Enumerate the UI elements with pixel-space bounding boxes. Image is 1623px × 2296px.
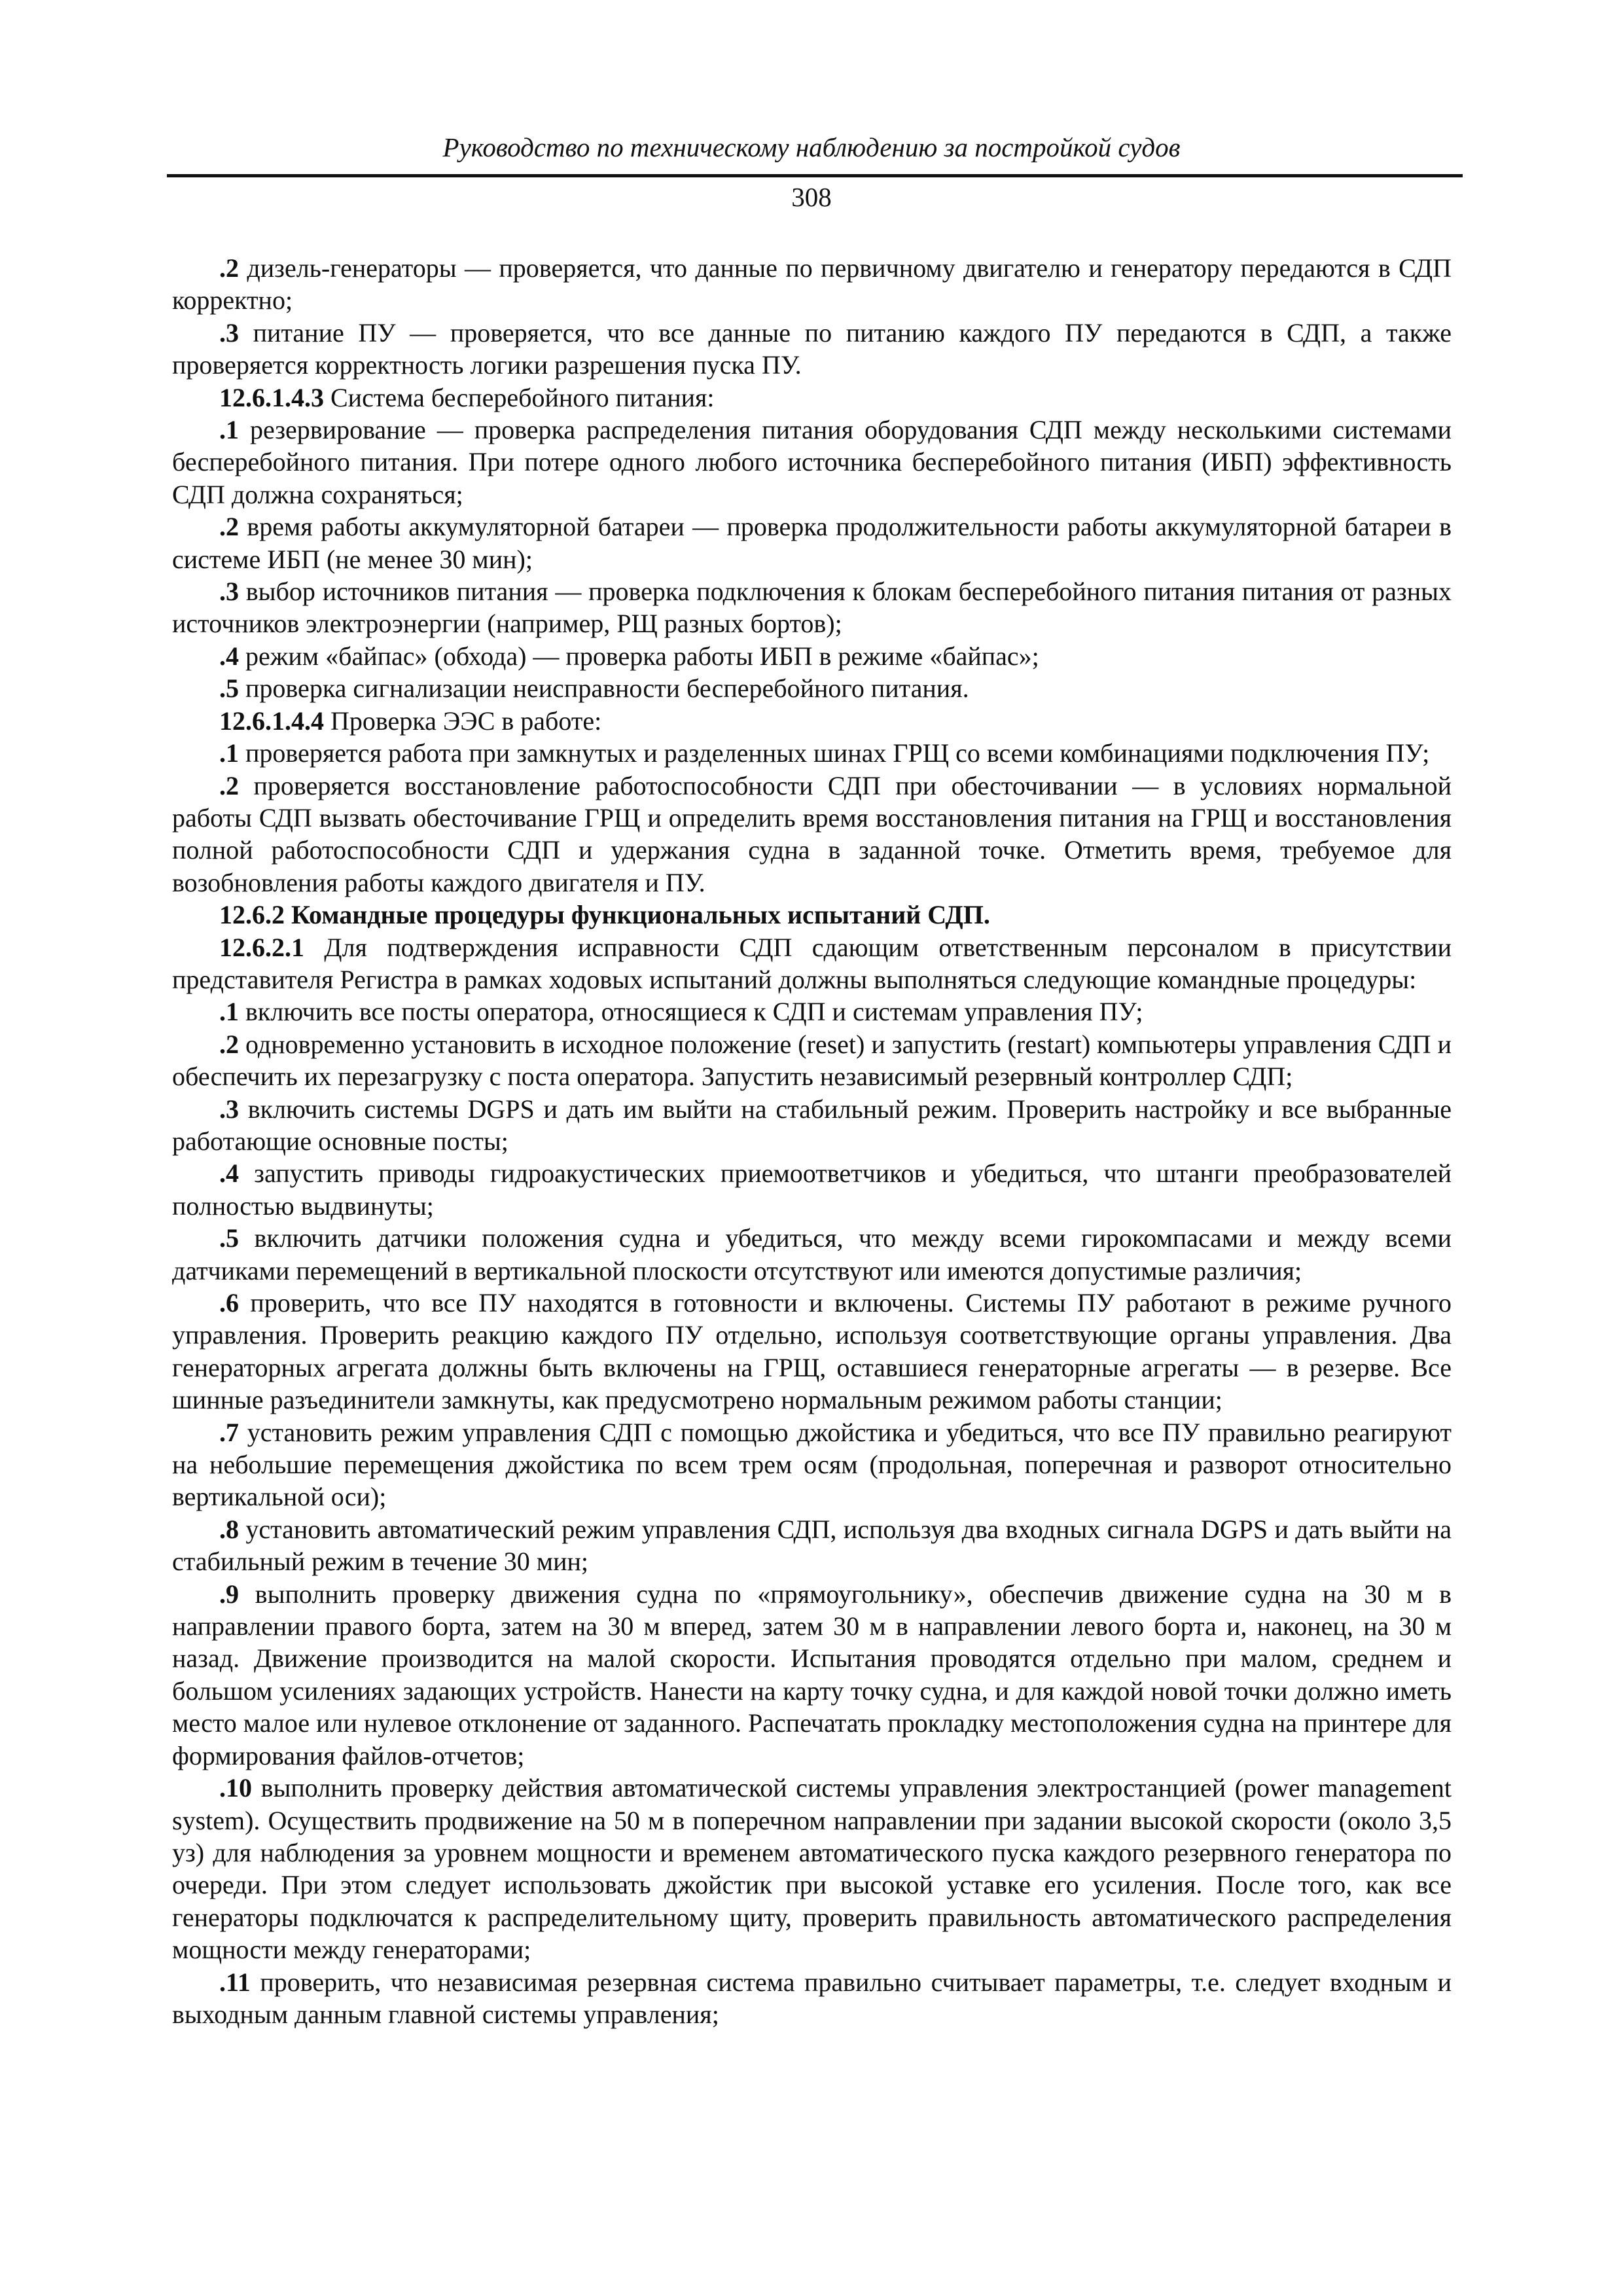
paragraph	[172, 931, 1452, 996]
paragraph-text: Проверка ЭЭС в работе:	[324, 706, 602, 736]
paragraph	[172, 1157, 1452, 1222]
paragraph-text: проверяется восстановление работоспособности СДП при обесточивании — в условиях нормальной работы СДП вызвать обесточивание ГРЩ и определить время восстановления питания на ГРЩ и восстановления полной работоспособности СДП и удержания судна в заданной точке. Отметить время, требуемое для возобновления работы каждого двигателя и ПУ.	[172, 770, 1452, 897]
paragraph-text: включить все посты оператора, относящиеся к СДП и системам управления ПУ;	[239, 997, 1143, 1027]
paragraph-text: проверить, что все ПУ находятся в готовности и включены. Системы ПУ работают в режиме ручного управления. Проверить реакцию каждого ПУ отдельно, используя соответствующие органы управления. Два генераторных агрегата должны быть включены на ГРЩ, оставшиеся генераторные агрегаты — в резерве. Все шинные разъединители замкнуты, как предусмотрено нормальным режимом работы станции;	[172, 1288, 1452, 1415]
item-number: .5	[219, 1223, 239, 1253]
item-number: .1	[219, 997, 239, 1027]
paragraph	[172, 1513, 1452, 1578]
page-number: 308	[791, 182, 832, 212]
item-number: .3	[219, 317, 239, 348]
paragraph	[172, 575, 1452, 640]
paragraph-text: время работы аккумуляторной батареи — проверка продолжительности работы аккумуляторной батареи в системе ИБП (не менее 30 мин);	[172, 512, 1452, 574]
paragraph-text: питание ПУ — проверяется, что все данные по питанию каждого ПУ передаются в СДП, а также проверяется корректность логики разрешения пуска ПУ.	[172, 317, 1452, 380]
running-title: Руководство по техническому наблюдению за постройкой судов	[442, 132, 1181, 162]
paragraph-text: выполнить проверку действия автоматической системы управления электростанцией (power management system). Осуществить продвижение на 50 м в поперечном направлении при задании высокой скорости (около 3,5 уз) для наблюдения за уровнем мощности и временем автоматического пуска каждого резервного генератора по очереди. При этом следует использовать джойстик при высокой уставке его усиления. После того, как все генераторы подключатся к распределительному щиту, проверить правильность автоматического распределения мощности между генераторами;	[172, 1773, 1452, 1965]
paragraph-text: выполнить проверку движения судна по «прямоугольнику», обеспечив движение судна на 30 м в направлении правого борта, затем на 30 м вперед, затем 30 м в направлении левого борта и, наконец, на 30 м назад. Движение производится на малой скорости. Испытания проводятся отдельно при малом, среднем и большом усилениях задающих устройств. Нанести на карту точку судна, и для каждой новой точки должно иметь место малое или нулевое отклонение от заданного. Распечатать прокладку местоположения судна на принтере для формирования файлов-отчетов;	[172, 1579, 1452, 1770]
paragraph-text: дизель-генераторы — проверяется, что данные по первичному двигателю и генератору передаются в СДП корректно;	[172, 253, 1452, 315]
item-number: 12.6.1.4.4	[219, 706, 324, 736]
item-number: .7	[219, 1417, 239, 1447]
paragraph	[172, 705, 1452, 737]
item-number: .5	[219, 673, 239, 704]
header-rule	[167, 174, 1463, 177]
paragraph-text: включить датчики положения судна и убедиться, что между всеми гирокомпасами и между всеми датчиками перемещений в вертикальной плоскости отсутствуют или имеются допустимые различия;	[172, 1223, 1452, 1285]
item-number: .4	[219, 1158, 239, 1189]
section-heading	[172, 899, 1452, 931]
paragraph-text: одновременно установить в исходное положение (reset) и запустить (restart) компьютеры управления СДП и обеспечить их перезагрузку с поста оператора. Запустить независимый резервный контроллер СДП;	[172, 1029, 1452, 1092]
item-number: .9	[219, 1579, 239, 1609]
document-body	[172, 252, 1452, 2030]
paragraph	[172, 996, 1452, 1028]
paragraph	[172, 1772, 1452, 1965]
paragraph	[172, 1578, 1452, 1772]
paragraph	[172, 640, 1452, 672]
item-number: .1	[219, 738, 239, 768]
paragraph-text: проверяется работа при замкнутых и разделенных шинах ГРЩ со всеми комбинациями подключения ПУ;	[239, 738, 1430, 768]
paragraph	[172, 382, 1452, 414]
paragraph	[172, 1416, 1452, 1513]
paragraph-text: проверка сигнализации неисправности бесперебойного питания.	[239, 673, 969, 704]
item-number: .8	[219, 1514, 239, 1544]
paragraph-text: Командные процедуры функциональных испытаний СДП.	[285, 900, 990, 930]
paragraph	[172, 770, 1452, 899]
paragraph	[172, 1093, 1452, 1158]
item-number: .1	[219, 415, 239, 445]
paragraph	[172, 252, 1452, 317]
paragraph	[172, 737, 1452, 769]
item-number: 12.6.2	[219, 900, 285, 930]
item-number: .2	[219, 770, 239, 800]
paragraph-text: установить режим управления СДП с помощью джойстика и убедиться, что все ПУ правильно реагируют на небольшие перемещения джойстика по всем трем осям (продольная, поперечная и разворот относительно вертикальной оси);	[172, 1417, 1452, 1512]
paragraph-text: включить системы DGPS и дать им выйти на стабильный режим. Проверить настройку и все выбранные работающие основные посты;	[172, 1094, 1452, 1156]
paragraph-text: резервирование — проверка распределения питания оборудования СДП между несколькими системами бесперебойного питания. При потере одного любого источника бесперебойного питания (ИБП) эффективность СДП должна сохраняться;	[172, 415, 1452, 509]
item-number: 12.6.1.4.3	[219, 382, 324, 412]
paragraph-text: проверить, что независимая резервная система правильно считывает параметры, т.е. следует входным и выходным данным главной системы управления;	[172, 1967, 1452, 2029]
paragraph	[172, 1287, 1452, 1416]
item-number: .2	[219, 512, 239, 542]
item-number: .2	[219, 253, 239, 283]
item-number: 12.6.2.1	[219, 932, 304, 962]
item-number: .11	[219, 1967, 251, 1997]
item-number: .2	[219, 1029, 239, 1059]
paragraph-text: установить автоматический режим управления СДП, используя два входных сигнала DGPS и дать выйти на стабильный режим в течение 30 мин;	[172, 1514, 1452, 1577]
paragraph	[172, 672, 1452, 704]
paragraph-text: запустить приводы гидроакустических приемоответчиков и убедиться, что штанги преобразователей полностью выдвинуты;	[172, 1158, 1452, 1221]
item-number: .10	[219, 1773, 252, 1803]
paragraph	[172, 1222, 1452, 1287]
paragraph	[172, 414, 1452, 511]
item-number: .6	[219, 1288, 239, 1318]
paragraph-text: выбор источников питания — проверка подключения к блокам бесперебойного питания питания от разных источников электроэнергии (например, РЩ разных бортов);	[172, 577, 1452, 639]
item-number: .3	[219, 577, 239, 607]
item-number: .4	[219, 641, 239, 671]
paragraph	[172, 511, 1452, 575]
paragraph	[172, 317, 1452, 382]
item-number: .3	[219, 1094, 239, 1124]
paragraph-text: Для подтверждения исправности СДП сдающим ответственным персоналом в присутствии представителя Регистра в рамках ходовых испытаний должны выполняться следующие командные процедуры:	[172, 932, 1452, 994]
paragraph	[172, 1966, 1452, 2031]
paragraph-text: режим «байпас» (обхода) — проверка работы ИБП в режиме «байпас»;	[239, 641, 1039, 671]
paragraph-text: Система бесперебойного питания:	[324, 382, 715, 412]
paragraph	[172, 1028, 1452, 1093]
